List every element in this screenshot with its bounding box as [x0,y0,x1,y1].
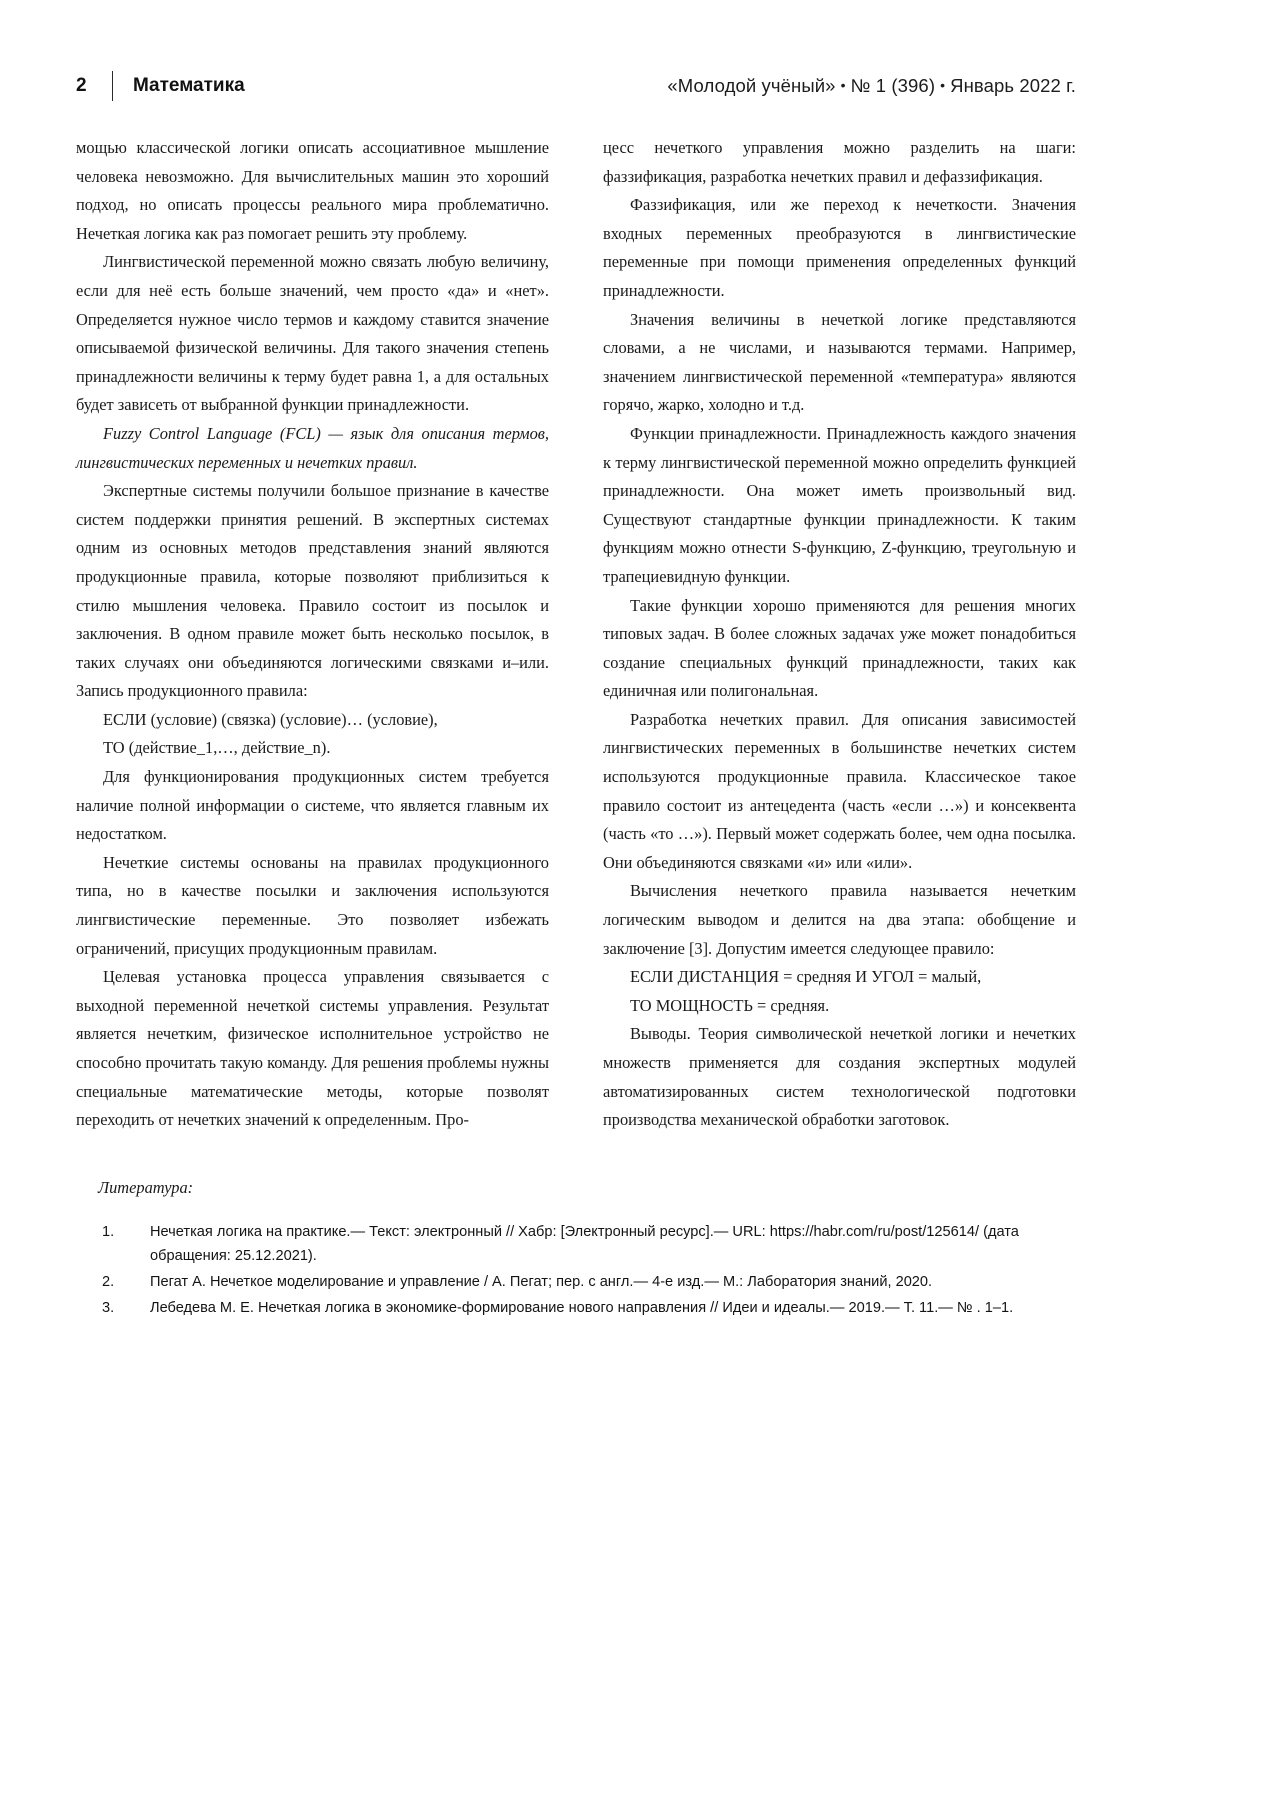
paragraph: Целевая установка процесса управления связывается с выходной переменной нечеткой системы управления. Результат является нечетким, физическое исполнительное устройство не способно прочитать такую команду. Для решения проблемы нужны специальные математические методы, которые позволят переходить от нечетких значений к определенным. Про- [76,967,549,1130]
paragraph: цесс нечеткого управления можно разделить на шаги: фаззификация, разработка нечетких правил и дефаззификация. [603,138,1076,186]
paragraph: Для функционирования продукционных систем требуется наличие полной информации о системе, что является главным их недостатком. [76,767,549,844]
paragraph: Нечеткие системы основаны на правилах продукционного типа, но в качестве посылки и заключения используются лингвистические переменные. Это позволяет избежать ограничений, присущих продукционным правилам. [76,852,549,958]
paragraph: Разработка нечетких правил. Для описания зависимостей лингвистических переменных в большинстве нечетких систем используются продукционные правила. Классическое такое правило состоит из антецедента (часть «если …») и консеквента (часть «то …»). Первый может содержать более, чем одна посылка. Они объединяются связками «и» или «или». [603,709,1076,872]
journal-title: «Молодой учёный» [667,75,836,96]
literature-item-number: 2. [102,1274,115,1290]
paragraph: Функции принадлежности. Принадлежность каждого значения к терму лингвистической переменной можно определить функцией принадлежности. Она может иметь произвольный вид. Существуют стандартные функции принадлежности. К таким функциям можно отнести S-функцию, Z-функцию, треугольную и трапециевидную функции. [603,423,1076,586]
paragraph: мощью классической логики описать ассоциативное мышление человека невозможно. Для вычислительных машин это хороший подход, но описать процессы реального мира проблематично. Нечеткая логика как раз помогает решить эту проблему. [76,138,549,243]
literature-item-number: 3. [102,1300,115,1316]
literature-item [98,1296,1058,1320]
literature-list [98,1220,1058,1320]
paragraph: Значения величины в нечеткой логике представляются словами, а не числами, и называются термами. Например, значением лингвистической переменной «температура» являются горячо, жарко, холодно и т.д. [603,309,1076,415]
running-head-divider [112,71,113,101]
running-head-right [667,75,1076,97]
section-title: Математика [133,75,245,96]
literature-item-text: Нечеткая логика на практике.— Текст: электронный // Хабр: [Электронный ресурс].— URL: https://habr.com/ru/post/125614/ (дата обращения: 25.12.2021). [150,1224,1019,1264]
paragraph: ЕСЛИ ДИСТАНЦИЯ = средняя И УГОЛ = малый, [630,967,982,987]
paragraph: Лингвистической переменной можно связать любую величину, если для неё есть больше значений, чем просто «да» и «нет». Определяется нужное число термов и каждому ставится значение описываемой физической величины. Для такого значения степень принадлежности величины к терму будет равна 1, а для остальных будет зависеть от выбранной функции принадлежности. [76,252,549,415]
article-body [76,134,1076,1135]
literature-item-text: Пегат А. Нечеткое моделирование и управление / А. Пегат; пер. с англ.— 4-е изд.— М.: Лаборатория знаний, 2020. [150,1274,933,1290]
paragraph: Такие функции хорошо применяются для решения многих типовых задач. В более сложных задачах уже может понадобиться создание специальных функций принадлежности, таких как единичная или полигональная. [603,595,1076,701]
issue-number: № 1 (396) [850,75,936,96]
paragraph: Фаззификация, или же переход к нечеткости. Значения входных переменных преобразуются в лингвистические переменные при помощи применения определенных функций принадлежности. [603,195,1076,300]
literature-section [98,1178,1058,1322]
running-head [76,64,1076,108]
page-number: 2 [76,75,87,96]
literature-item [98,1220,1058,1268]
running-head-left [76,71,245,101]
paragraph: Fuzzy Control Language (FCL) — язык для описания термов, лингвистических переменных и нечетких правил. [76,423,549,472]
left-column [76,134,549,1135]
paragraph: ЕСЛИ (условие) (связка) (условие)… (условие), [103,709,438,729]
paragraph: Выводы. Теория символической нечеткой логики и нечетких множеств применяется для создания экспертных модулей автоматизированных систем технологической подготовки производства механической обработки заготовок. [603,1024,1076,1130]
separator-dot-1: • [840,77,846,93]
issue-date: Январь 2022 г. [950,75,1076,96]
literature-title: Литература: [98,1178,194,1197]
literature-item-number: 1. [102,1224,115,1240]
right-column [603,134,1076,1135]
paragraph: ТО МОЩНОСТЬ = средняя. [630,995,830,1015]
literature-item [98,1270,1058,1294]
paragraph: Экспертные системы получили большое признание в качестве систем поддержки принятия решений. В экспертных системах одним из основных методов представления знаний являются продукционные правила, которые позволяют приблизиться к стилю мышления человека. Правило состоит из посылок и заключения. В одном правиле может быть несколько посылок, в таких случаях они объединяются логическими связками и–или. Запись продукционного правила: [76,481,549,701]
paragraph: Вычисления нечеткого правила называется нечетким логическим выводом и делится на два этапа: обобщение и заключение [3]. Допустим имеется следующее правило: [603,881,1076,958]
separator-dot-2: • [940,77,946,93]
paragraph: ТО (действие_1,…, действие_n). [103,738,331,758]
literature-item-text: Лебедева М. Е. Нечеткая логика в экономике-формирование нового направления // Идеи и идеалы.— 2019.— Т. 11.— № . 1–1. [150,1300,1014,1316]
